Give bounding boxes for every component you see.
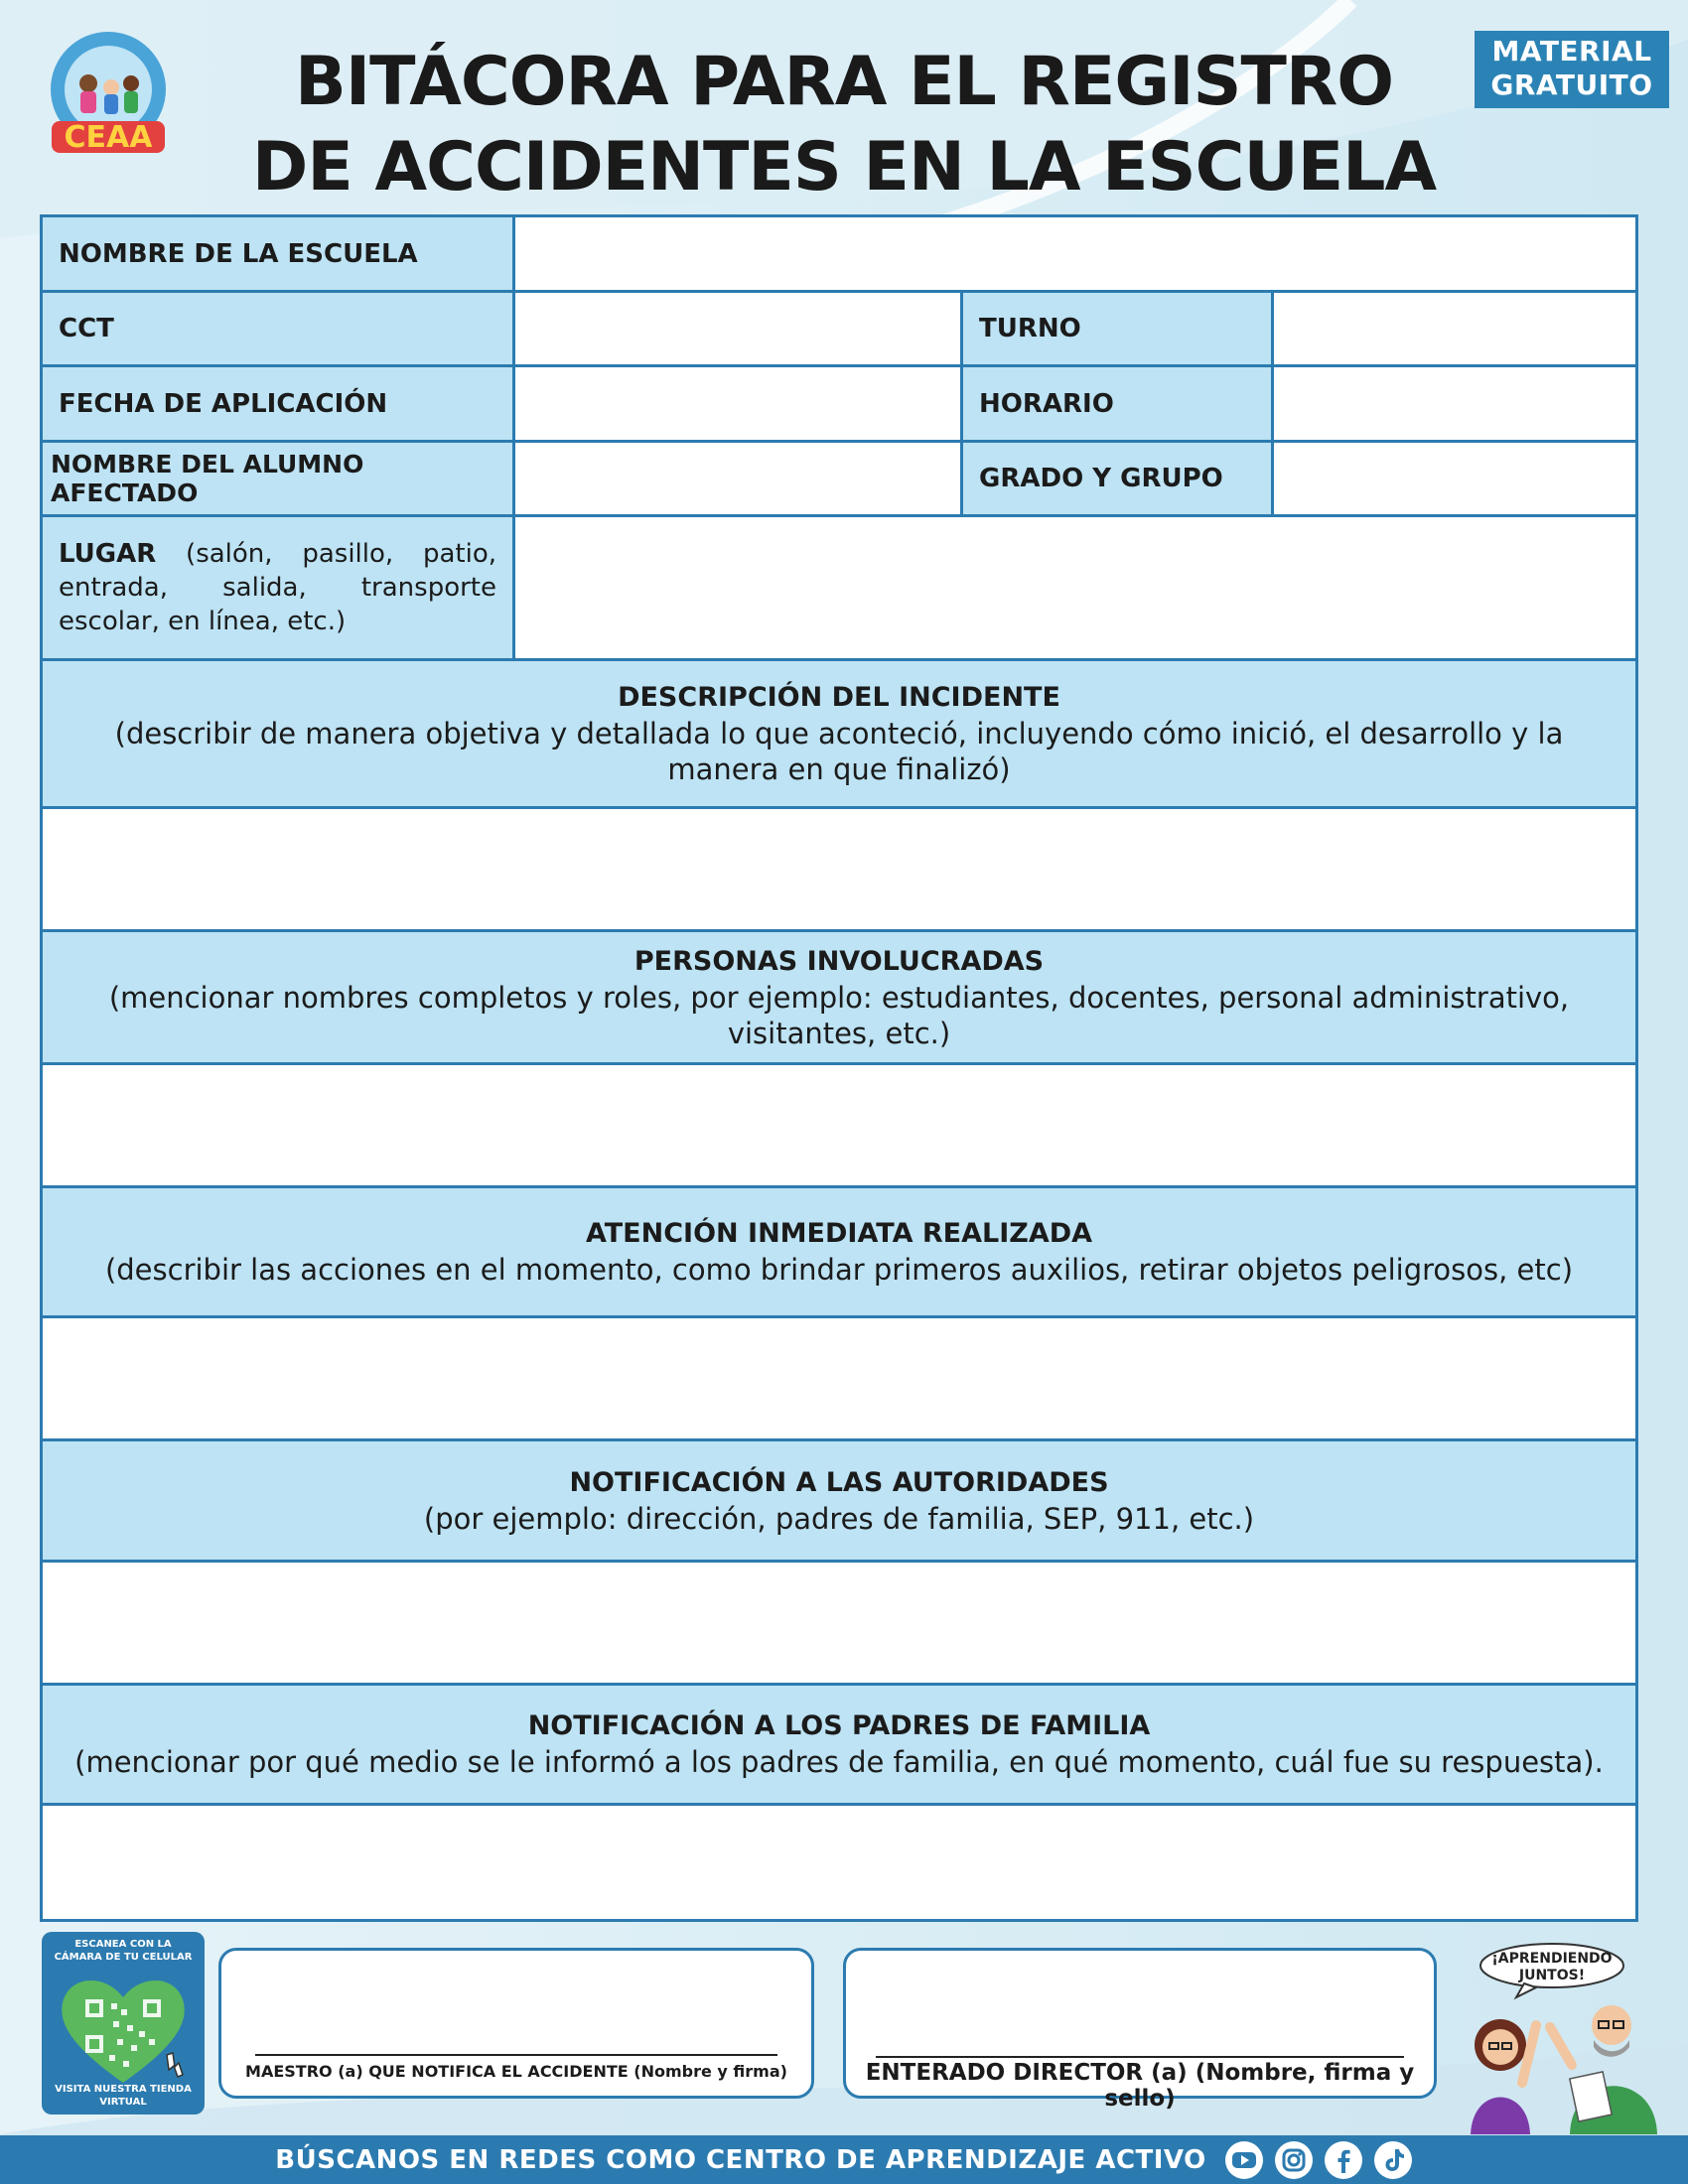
- row-school-name: [43, 217, 1635, 293]
- row-date: [43, 367, 1635, 443]
- section-people-input[interactable]: [43, 1065, 1635, 1188]
- qr-store-box[interactable]: ESCANEA CON LA CÁMARA DE TU CELULAR VISITA NUESTRA TIENDA VIRTUAL: [42, 1932, 205, 2115]
- section-parents-input[interactable]: [43, 1806, 1635, 1919]
- page-title: [228, 40, 1460, 210]
- section-people-header: PERSONAS INVOLUCRADAS (mencionar nombres completos y roles, por ejemplo: estudiantes, docentes, personal administrativo, visitantes, etc.): [43, 932, 1635, 1065]
- input-date[interactable]: [515, 367, 963, 440]
- teacher-signature-caption: MAESTRO (a) QUE NOTIFICA EL ACCIDENTE (Nombre y firma): [245, 2062, 787, 2081]
- input-grade[interactable]: [1274, 443, 1635, 514]
- youtube-icon[interactable]: [1224, 2140, 1264, 2180]
- title-line-1: BITÁCORA PARA EL REGISTRO: [294, 43, 1394, 121]
- label-grade: GRADO Y GRUPO: [963, 443, 1274, 514]
- input-cct[interactable]: [515, 293, 963, 364]
- label-date: FECHA DE APLICACIÓN: [43, 367, 515, 440]
- input-student[interactable]: [515, 443, 963, 514]
- director-signature-caption: ENTERADO DIRECTOR (a) (Nombre, firma y sello): [865, 2060, 1415, 2112]
- label-place: LUGAR (salón, pasillo, patio, entrada, salida, transporte escolar, en línea, etc.): [43, 517, 515, 658]
- section-authorities-header: NOTIFICACIÓN A LAS AUTORIDADES (por ejemplo: dirección, padres de familia, SEP, 911, etc.): [43, 1441, 1635, 1563]
- social-footer-bar: [0, 2135, 1688, 2184]
- signature-line: [255, 2054, 777, 2056]
- social-footer-text: BÚSCANOS EN REDES COMO CENTRO DE APRENDIZAJE ACTIVO: [275, 2144, 1206, 2175]
- row-cct: [43, 293, 1635, 367]
- svg-text:CEAA: CEAA: [64, 120, 153, 155]
- ceaa-logo: [34, 22, 183, 171]
- social-icons: [1224, 2140, 1413, 2180]
- free-material-badge: MATERIAL GRATUITO: [1475, 31, 1669, 108]
- section-description-input[interactable]: [43, 809, 1635, 932]
- section-parents-header: NOTIFICACIÓN A LOS PADRES DE FAMILIA (mencionar por qué medio se le informó a los padres de familia, en qué momento, cuál fue su respuesta).: [43, 1686, 1635, 1806]
- teacher-signature-box[interactable]: [218, 1948, 814, 2099]
- svg-text:¡APRENDIENDO: ¡APRENDIENDO: [1491, 1951, 1613, 1967]
- row-student: [43, 443, 1635, 517]
- title-line-2: DE ACCIDENTES EN LA ESCUELA: [251, 128, 1437, 206]
- instagram-icon[interactable]: [1274, 2140, 1314, 2180]
- section-attention-header: ATENCIÓN INMEDIATA REALIZADA (describir las acciones en el momento, como brindar primeros auxilios, retirar objetos peligrosos, etc): [43, 1188, 1635, 1318]
- pointer-hand-icon: [167, 2053, 183, 2077]
- input-horario[interactable]: [1274, 367, 1635, 440]
- signature-line: [876, 2056, 1404, 2058]
- facebook-icon[interactable]: [1324, 2140, 1363, 2180]
- label-turno: TURNO: [963, 293, 1274, 364]
- teachers-illustration: [1445, 1936, 1688, 2134]
- section-attention-input[interactable]: [43, 1318, 1635, 1441]
- label-cct: CCT: [43, 293, 515, 364]
- label-school-name: NOMBRE DE LA ESCUELA: [43, 217, 515, 290]
- input-place[interactable]: [515, 517, 1635, 658]
- label-horario: HORARIO: [963, 367, 1274, 440]
- director-signature-box[interactable]: [843, 1948, 1437, 2112]
- svg-text:JUNTOS!: JUNTOS!: [1518, 1968, 1586, 1983]
- section-authorities-input[interactable]: [43, 1563, 1635, 1686]
- accident-log-form: [40, 214, 1638, 1922]
- input-turno[interactable]: [1274, 293, 1635, 364]
- tiktok-icon[interactable]: [1373, 2140, 1413, 2180]
- input-school-name[interactable]: [515, 217, 1635, 290]
- section-description-header: DESCRIPCIÓN DEL INCIDENTE (describir de manera objetiva y detallada lo que aconteció, incluyendo cómo inició, el desarrollo y la manera en que finalizó): [43, 661, 1635, 809]
- qr-code-heart-icon: [56, 1970, 191, 2087]
- row-place: [43, 517, 1635, 661]
- label-student: NOMBRE DEL ALUMNO AFECTADO: [43, 443, 515, 514]
